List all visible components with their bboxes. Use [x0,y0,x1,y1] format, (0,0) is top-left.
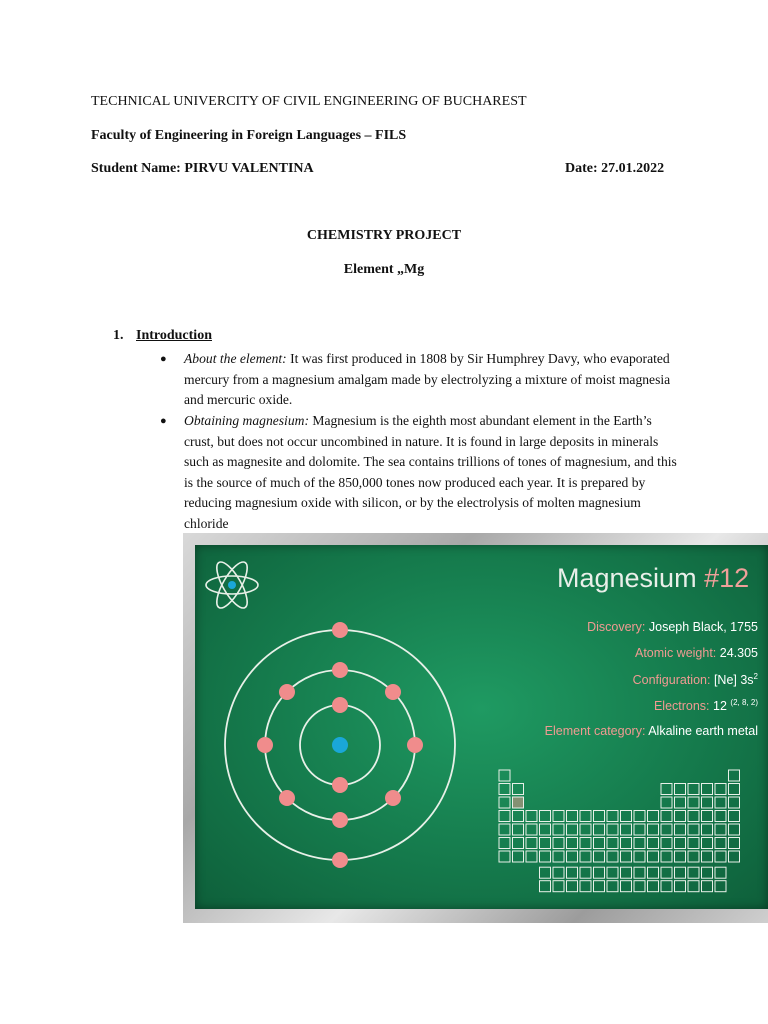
periodic-cell [567,838,578,849]
periodic-cell [675,797,686,808]
configuration-value: [Ne] $3s^2$ [713,672,758,688]
periodic-cell [553,881,564,892]
periodic-cell [621,881,632,892]
bullet-icon: ● [160,353,167,365]
periodic-cell [513,824,524,835]
periodic-cell [648,851,659,862]
section-title: Introduction [136,328,212,343]
periodic-cell [648,881,659,892]
element-title: Element „Mg [343,262,425,277]
bullet-label: About the element: [184,351,287,366]
configuration-label: Configuration: [632,673,711,688]
periodic-cell [634,867,645,878]
periodic-cell [499,851,510,862]
periodic-cell [675,838,686,849]
periodic-cell [513,797,524,808]
periodic-cell [553,867,564,878]
periodic-cell [648,824,659,835]
periodic-cell [688,824,699,835]
bullet-label: Obtaining magnesium: [184,413,309,428]
periodic-cell [607,824,618,835]
periodic-cell [661,784,672,795]
periodic-cell [540,867,551,878]
periodic-cell [661,811,672,822]
periodic-cell [729,770,740,781]
periodic-cell [553,838,564,849]
periodic-cell [526,838,537,849]
list-item [160,411,684,535]
periodic-cell [675,881,686,892]
periodic-cell [648,838,659,849]
periodic-cell [715,797,726,808]
periodic-cell [594,851,605,862]
periodic-cell [607,811,618,822]
periodic-cell [688,881,699,892]
chalkboard [195,545,768,909]
configuration-sup: 2 [753,672,758,681]
electrons-sup: (2, 8, 2) [730,698,758,707]
periodic-cell [513,838,524,849]
periodic-cell [540,851,551,862]
periodic-cell [580,824,591,835]
periodic-cell [594,867,605,878]
periodic-cell [499,770,510,781]
periodic-cell [526,824,537,835]
periodic-cell [715,867,726,878]
atomic-number: #12 [704,563,750,593]
periodic-cell [675,784,686,795]
periodic-cell [513,811,524,822]
atomic-weight-value: 24.305 [719,646,758,660]
periodic-cell [553,811,564,822]
periodic-cell [702,797,713,808]
faculty-name: Faculty of Engineering in Foreign Languages – FILS [91,128,407,143]
periodic-cell [499,784,510,795]
periodic-cell [499,838,510,849]
periodic-cell [634,851,645,862]
periodic-cell [661,851,672,862]
periodic-cell [729,797,740,808]
bullet-icon: ● [160,415,167,427]
bullet-text: Magnesium is the eighth most abundant element in the Earth’s crust, but does not occur uncombined in nature. It is found in large deposits in minerals such as magnesite and dolomite. The sea contains trillions of tones of magnesium, and this is the source of much of the 850,000 tones now produced each year. It is prepared by reducing magnesium oxide with silicon, or by the electrolysis of molten magnesium chloride [184,413,677,531]
atomic-weight-label: Atomic weight: [635,646,717,660]
periodic-cell [499,824,510,835]
periodic-cell [702,784,713,795]
periodic-cell [607,881,618,892]
bullet-text: It was first produced in 1808 by Sir Humphrey Davy, who evaporated mercury from a magnesium amalgam made by electrolyzing a mixture of moist magnesia and mercuric oxide. [184,351,671,408]
periodic-cell [526,811,537,822]
periodic-cell [688,851,699,862]
periodic-cell [621,867,632,878]
periodic-cell [621,811,632,822]
periodic-cell [580,867,591,878]
periodic-cell [688,867,699,878]
periodic-cell [661,881,672,892]
periodic-cell [702,881,713,892]
periodic-cell [594,824,605,835]
periodic-cell [661,824,672,835]
element-name: Magnesium [557,563,697,593]
periodic-cell [607,838,618,849]
periodic-cell [688,838,699,849]
periodic-cell [715,824,726,835]
periodic-cell [688,797,699,808]
periodic-cell [675,811,686,822]
periodic-cell [594,838,605,849]
periodic-cell [607,851,618,862]
periodic-cell [580,811,591,822]
periodic-cell [621,838,632,849]
electrons-label: Electrons: [653,699,710,714]
periodic-cell [513,851,524,862]
periodic-cell [607,867,618,878]
periodic-cell [661,797,672,808]
periodic-cell [540,811,551,822]
category-value: Alkaline earth metal [648,724,758,738]
periodic-cell [729,811,740,822]
periodic-table-icon [195,545,768,909]
periodic-cell [675,851,686,862]
discovery-label: Discovery: [587,620,646,634]
periodic-cell [702,851,713,862]
periodic-cell [499,811,510,822]
periodic-cell [715,784,726,795]
date: Date: 27.01.2022 [565,161,665,176]
periodic-cell [648,867,659,878]
periodic-cell [688,811,699,822]
periodic-cell [567,867,578,878]
periodic-cell [567,851,578,862]
periodic-cell [634,838,645,849]
project-title: CHEMISTRY PROJECT [306,228,462,243]
periodic-cell [567,811,578,822]
periodic-cell [715,811,726,822]
periodic-cell [567,824,578,835]
periodic-cell [729,851,740,862]
periodic-cell [580,851,591,862]
periodic-cell [594,811,605,822]
periodic-cell [648,811,659,822]
periodic-cell [540,838,551,849]
periodic-cell [499,797,510,808]
periodic-cell [621,851,632,862]
periodic-cell [580,881,591,892]
discovery-value: Joseph Black, 1755 [648,620,758,634]
periodic-cell [715,838,726,849]
periodic-cell [675,824,686,835]
periodic-cell [715,881,726,892]
list-item [160,349,684,411]
periodic-cell [513,784,524,795]
periodic-cell [553,824,564,835]
periodic-cell [715,851,726,862]
periodic-cell [729,838,740,849]
student-name: Student Name: PIRVU VALENTINA [91,161,314,176]
periodic-cell [634,824,645,835]
periodic-cell [661,867,672,878]
periodic-cell [729,824,740,835]
magnesium-figure [183,533,768,923]
periodic-cell [540,881,551,892]
periodic-cell [675,867,686,878]
periodic-cell [553,851,564,862]
periodic-cell [729,784,740,795]
electrons-value: 12 $^{(2, 8, 2)}$ [713,698,758,714]
category-label: Element category: [544,724,646,738]
periodic-cell [526,851,537,862]
university-name: TECHNICAL UNIVERCITY OF CIVIL ENGINEERING OF BUCHAREST [91,94,527,109]
periodic-cell [688,784,699,795]
periodic-cell [702,838,713,849]
section-number: 1. [113,328,124,343]
periodic-cell [580,838,591,849]
periodic-cell [594,881,605,892]
periodic-cell [702,824,713,835]
periodic-cell [540,824,551,835]
periodic-cell [621,824,632,835]
periodic-cell [567,881,578,892]
periodic-cell [634,881,645,892]
periodic-cell [702,867,713,878]
periodic-cell [634,811,645,822]
periodic-cell [661,838,672,849]
periodic-cell [702,811,713,822]
section-heading [113,328,212,344]
